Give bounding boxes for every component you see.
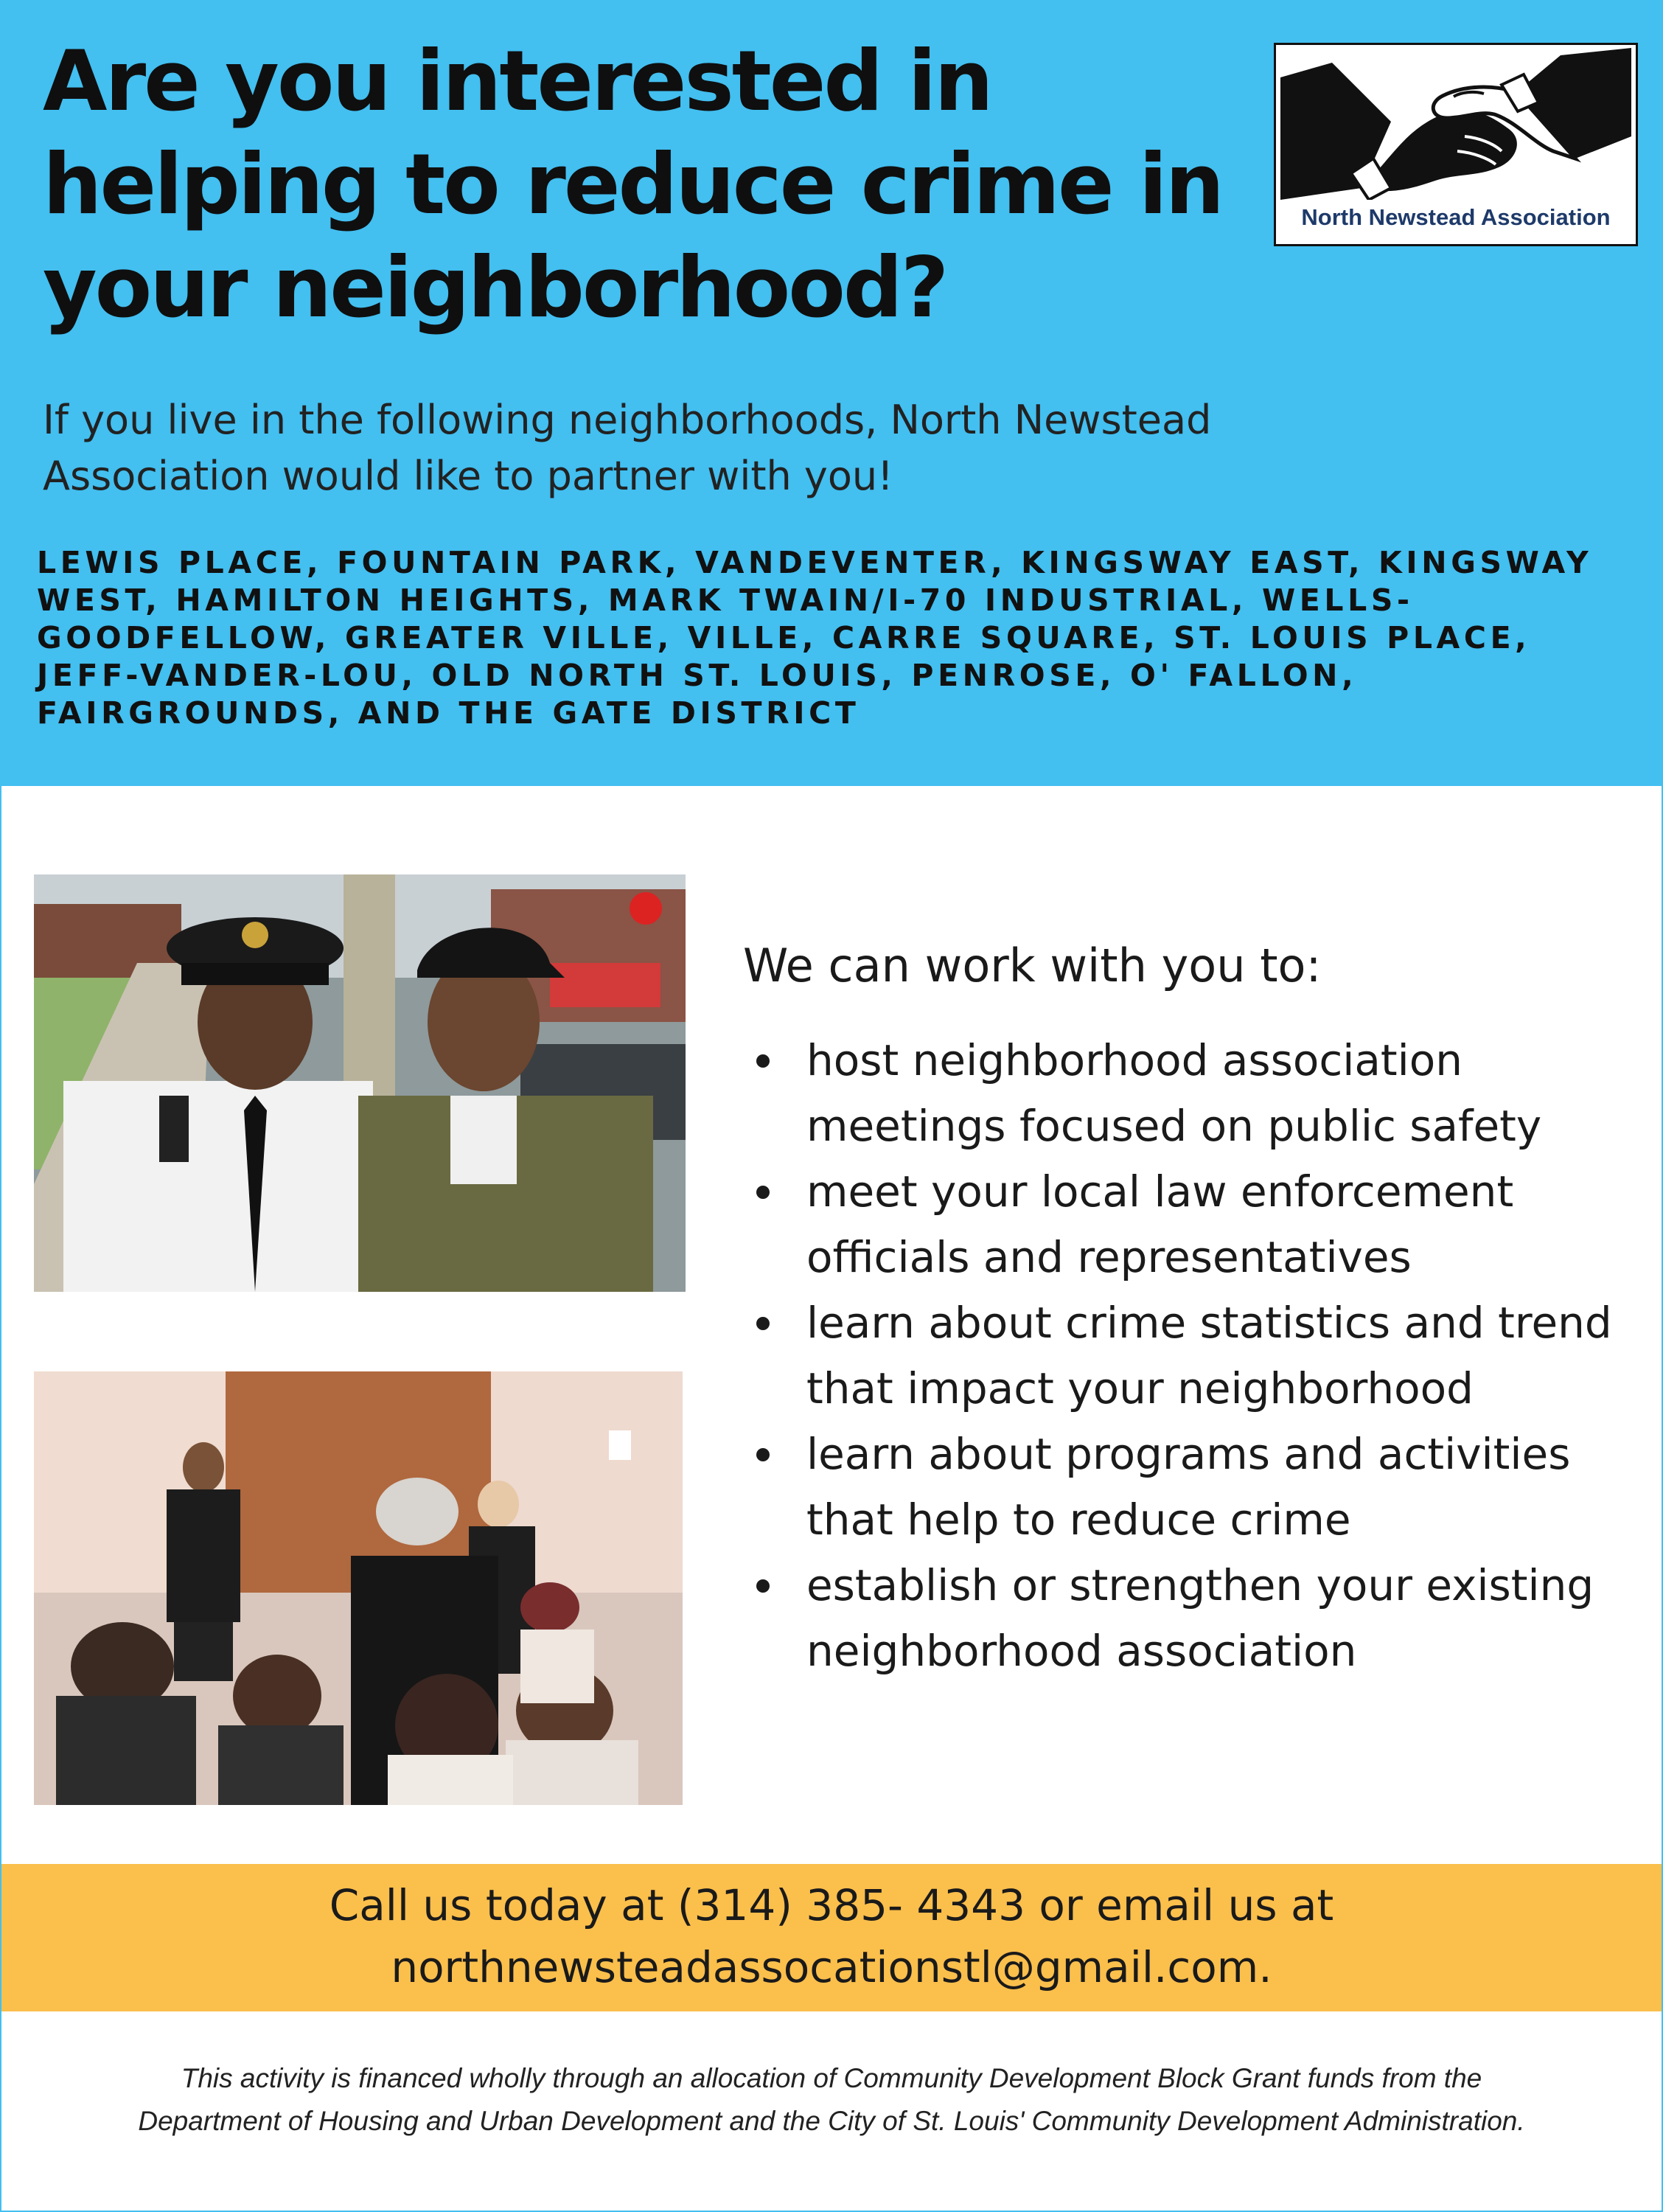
list-item — [745, 1553, 1651, 1684]
logo-caption: North Newstead Association — [1301, 204, 1611, 230]
benefits-heading: We can work with you to: — [743, 939, 1322, 992]
headline: Are you interested in helping to reduce crime in your neighborhood? — [43, 32, 1223, 336]
benefit-text: learn about crime statistics and trend that impact your neighborhood — [806, 1298, 1612, 1413]
bullet-icon — [756, 1054, 770, 1068]
benefit-text: meet your local law enforcement officials and representatives — [806, 1166, 1514, 1282]
disclaimer-line: This activity is financed wholly through an allocation of Community Development Block Grant funds from the — [181, 2063, 1482, 2093]
benefit-text: host neighborhood association meetings focused on public safety — [806, 1035, 1542, 1151]
neighborhood-list: LEWIS PLACE, FOUNTAIN PARK, VANDEVENTER, KINGSWAY EAST, KINGSWAY WEST, HAMILTON HEIGHTS, MARK TWAIN/I-70 INDUSTRIAL, WELLS-GOODFELLOW, GREATER VILLE, VILLE, CARRE SQUARE, ST. LOUIS PLACE, JEFF-VANDER-LOU, OLD NORTH ST. LOUIS, PENROSE, O' FALLON, FAIRGROUNDS, AND THE GATE DISTRICT — [37, 545, 1593, 731]
benefit-text: establish or strengthen your existing neighborhood association — [806, 1560, 1594, 1676]
header-band — [0, 0, 1663, 786]
association-logo — [1274, 43, 1638, 246]
list-item — [745, 1028, 1651, 1159]
benefit-text: learn about programs and activities that help to reduce crime — [806, 1429, 1571, 1545]
bullet-icon — [756, 1448, 770, 1461]
list-item — [745, 1422, 1651, 1553]
handshake-icon — [1280, 48, 1631, 200]
funding-disclaimer — [29, 2057, 1634, 2143]
intro-text: If you live in the following neighborhoods, North Newstead Association would like to partner with you! — [43, 397, 1212, 499]
contact-banner — [0, 1864, 1663, 2011]
photo-community-meeting — [34, 1371, 683, 1805]
list-item — [745, 1290, 1651, 1422]
photo-officer-and-resident — [34, 874, 686, 1292]
contact-email-link[interactable]: northnewsteadassocationstl@gmail.com. — [391, 1942, 1272, 1992]
bullet-icon — [756, 1579, 770, 1593]
list-item — [745, 1159, 1651, 1290]
bullet-icon — [756, 1186, 770, 1199]
contact-phone-line: Call us today at (314) 385- 4343 or email us at — [329, 1880, 1334, 1930]
disclaimer-line: Department of Housing and Urban Development and the City of St. Louis' Community Development Administration. — [138, 2106, 1525, 2136]
benefits-list — [745, 1028, 1651, 1684]
bullet-icon — [756, 1317, 770, 1330]
